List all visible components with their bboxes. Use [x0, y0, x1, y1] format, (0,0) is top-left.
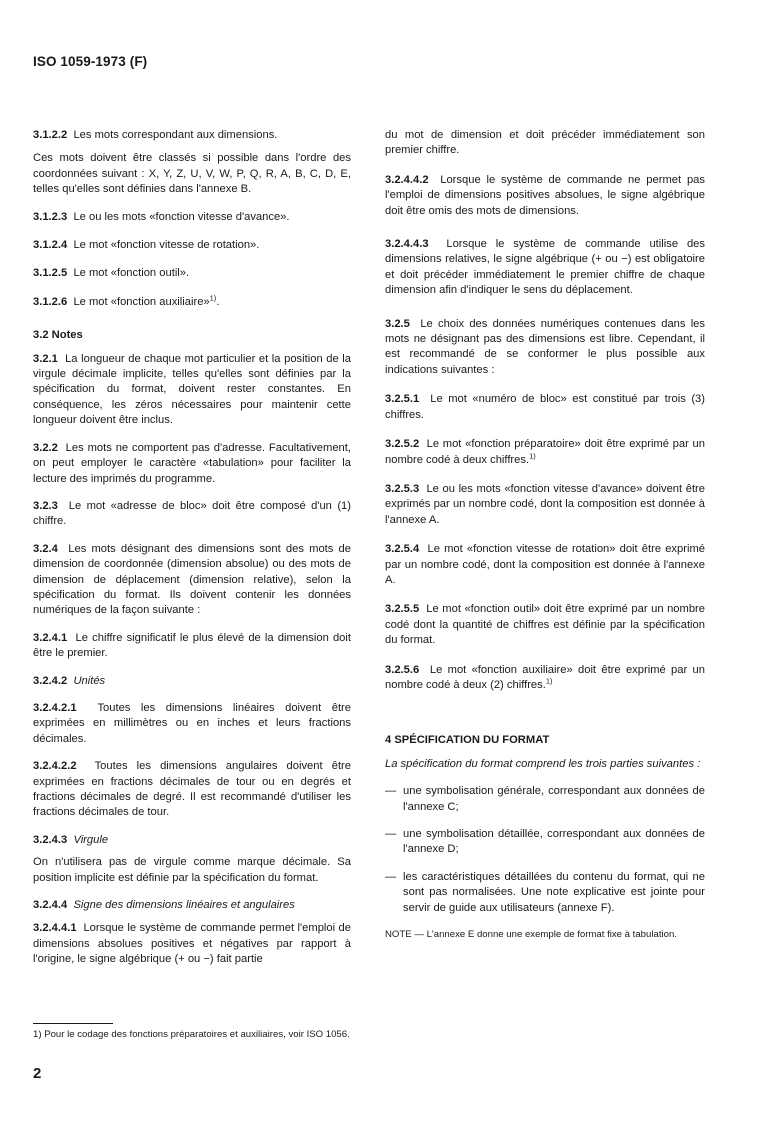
clause-title: Virgule	[73, 833, 109, 846]
clause-number: 3.2.4.1	[33, 631, 68, 644]
dash: —	[385, 785, 397, 798]
clause-text: Les mots ne comportent pas d'adresse. Facultativement, on peut employer le caractère «tabulation» pour faciliter la lecture des imprimés du programme.	[33, 441, 351, 485]
clause-text: Le mot «fonction outil».	[73, 267, 190, 280]
dash: —	[385, 828, 397, 840]
clause-number: 3.2.4.3	[33, 833, 68, 846]
list-item	[385, 870, 705, 916]
clause-3-2-5-6	[385, 663, 705, 694]
clause-text: Le ou les mots «fonction vitesse d'avance».	[73, 210, 290, 223]
clause-3-1-2-3	[33, 210, 351, 225]
clause-3-2-4-4-1	[33, 921, 351, 967]
clause-3-1-2-2	[33, 128, 351, 143]
clause-3-2-1	[33, 352, 351, 429]
paragraph-intro: La spécification du format comprend les trois parties suivantes :	[385, 757, 701, 770]
clause-text: Les mots correspondant aux dimensions.	[73, 129, 278, 141]
paragraph: Ces mots doivent être classés si possible dans l'ordre des coordonnées suivant : X, Y, Z, U, V, W, P, Q, R, A, B, C, D, E, telles qu'elles sont définies dans l'annexe B.	[33, 152, 351, 196]
clause-3-2-5-1	[385, 392, 705, 423]
clause-text: Le mot «fonction préparatoire» doit être exprimé par un nombre codé à deux chiffres.	[385, 438, 705, 466]
clause-3-2-2	[33, 441, 351, 487]
clause-number: 3.2.2	[33, 441, 58, 454]
clause-number: 3.2.4.4.3	[385, 238, 429, 251]
clause-3-2-4-2-1	[33, 701, 351, 747]
clause-3-2-3	[33, 499, 351, 530]
list-item-text: une symbolisation détaillée, correspondant aux données de l'annexe D;	[403, 828, 705, 856]
clause-number: 3.1.2.3	[33, 210, 68, 223]
section-heading-notes: 3.2 Notes	[33, 329, 83, 342]
left-column	[33, 128, 351, 968]
list-item	[385, 827, 705, 858]
clause-3-2-4-4	[33, 898, 351, 913]
clause-3-2-4-2-2	[33, 759, 351, 821]
clause-text: Toutes les dimensions linéaires doivent être exprimées en millimètres ou en inches et leurs fractions décimales.	[33, 701, 351, 745]
clause-text: Lorsque le système de commande ne permet pas l'emploi de dimensions positives absolues, le signe algébrique doit être omis des mots de dimensions.	[385, 173, 705, 217]
clause-number: 3.2.4.4.1	[33, 922, 77, 935]
clause-3-2-5-3	[385, 482, 705, 528]
clause-text: Lorsque le système de commande permet l'emploi de dimensions absolues positives et négatives par rapport à l'origine, le signe algébrique (+ ou −) fait partie	[33, 922, 351, 966]
footnote-ref: 1)	[209, 293, 217, 303]
clause-text: Le mot «numéro de bloc» est constitué par trois (3) chiffres.	[385, 393, 705, 421]
clause-number: 3.1.2.2	[33, 129, 68, 141]
dash: —	[385, 870, 397, 883]
list-item-text: les caractéristiques détaillées du contenu du format, qui ne sont pas normalisées. Une note explicative est jointe pour servir de guide aux utilisateurs (annexe F).	[403, 870, 705, 914]
clause-3-1-2-6	[33, 295, 351, 310]
clause-number: 3.2.4.2.1	[33, 701, 77, 714]
clause-number: 3.2.4	[33, 542, 58, 555]
clause-number: 3.2.3	[33, 499, 58, 512]
clause-3-2-4-1	[33, 631, 351, 662]
clause-text: La longueur de chaque mot particulier et la position de la virgule décimale implicite, telles qu'elles sont définies par la spécification du format, doivent rester constantes. En conséquence, les zéros nécessaires pour maintenir cette longueur doivent être inclus.	[33, 352, 351, 427]
right-column	[385, 128, 705, 942]
clause-text: Le mot «fonction vitesse de rotation».	[73, 239, 260, 252]
clause-number: 3.2.5.1	[385, 393, 420, 406]
clause-text: Le mot «fonction vitesse de rotation» doit être exprimé par un nombre codé, dont la composition est donnée à l'annexe A.	[385, 543, 705, 586]
clause-3-1-2-4	[33, 238, 351, 253]
paragraph: On n'utilisera pas de virgule comme marque décimale. Sa position implicite est définie par la spécification du format.	[33, 856, 351, 884]
footnote-ref: 1)	[545, 676, 553, 686]
clause-number: 3.2.4.2	[33, 674, 68, 687]
clause-text: Le mot «adresse de bloc» doit être composé d'un (1) chiffre.	[33, 499, 351, 528]
clause-3-2-5-2	[385, 437, 705, 468]
clause-title: Unités	[73, 674, 106, 687]
list-item-text: une symbolisation générale, correspondant aux données de l'annexe C;	[403, 785, 705, 813]
footnote-ref: 1)	[529, 450, 536, 460]
clause-text: Le choix des données numériques contenues dans les mots ne désignant pas des dimensions est libre. Cependant, il est recommandé de se conformer le plus possible aux indications suivantes :	[385, 317, 705, 376]
clause-3-2-5	[385, 317, 705, 379]
standard-header: ISO 1059-1973 (F)	[33, 54, 148, 69]
clause-text: Le mot «fonction auxiliaire» doit être exprimé par un nombre codé à deux (2) chiffres.	[385, 663, 705, 691]
note: NOTE — L'annexe E donne une exemple de format fixe à tabulation.	[385, 929, 677, 941]
paragraph-continued: du mot de dimension et doit précéder immédiatement son premier chiffre.	[385, 129, 705, 157]
clause-number: 3.2.4.4	[33, 899, 68, 912]
clause-number: 3.1.2.5	[33, 267, 68, 280]
list-item	[385, 784, 705, 815]
clause-number: 3.1.2.4	[33, 239, 68, 252]
clause-3-1-2-5	[33, 266, 351, 281]
clause-text: Le chiffre significatif le plus élevé de la dimension doit être le premier.	[33, 631, 351, 660]
section-heading-format: 4 SPÉCIFICATION DU FORMAT	[385, 734, 550, 747]
clause-text: Lorsque le système de commande utilise des dimensions relatives, le signe algébrique (+ ou −) est obligatoire et doit précéder immédiatement le premier chiffre de chaque dimension afin d'indiquer le sens du déplacement.	[385, 238, 705, 297]
clause-text: Toutes les dimensions angulaires doivent être exprimées en fractions décimales de tour ou en degrés et fractions décimales de degré. Il est recommandé d'utiliser les fractions décimales de tour.	[33, 760, 352, 819]
clause-text: Le mot «fonction outil» doit être exprimé par un nombre codé dont la quantité de chiffres est définie par la spécification du format.	[385, 603, 706, 647]
clause-title: Signe des dimensions linéaires et angulaires	[73, 899, 295, 912]
clause-3-2-4-4-2	[385, 173, 705, 219]
footnote-rule	[33, 1023, 113, 1024]
clause-number: 3.2.4.4.2	[385, 173, 429, 186]
clause-number: 3.2.4.2.2	[33, 760, 77, 773]
clause-number: 3.2.5.6	[385, 663, 420, 676]
page-number: 2	[33, 1065, 42, 1082]
clause-number: 3.2.5.5	[385, 603, 420, 616]
clause-3-2-5-5	[385, 602, 705, 648]
clause-text: Les mots désignant des dimensions sont des mots de dimension de coordonnée (dimension absolue) ou des mots de dimension de déplacement (dimension relative), selon la spécification du format. Ils doivent contenir les données numériques de la façon suivante :	[33, 542, 352, 617]
clause-3-2-5-4	[385, 542, 705, 588]
clause-3-2-4-4-3	[385, 237, 705, 299]
clause-text: Le mot «fonction auxiliaire»	[73, 295, 210, 308]
clause-number: 3.2.1	[33, 352, 58, 365]
clause-3-2-4	[33, 542, 351, 619]
clause-number: 3.1.2.6	[33, 295, 68, 308]
clause-end: .	[216, 295, 220, 308]
clause-number: 3.2.5.2	[385, 438, 420, 451]
clause-number: 3.2.5.3	[385, 482, 420, 495]
clause-3-2-4-2	[33, 674, 351, 689]
clause-number: 3.2.5	[385, 317, 410, 330]
clause-number: 3.2.5.4	[385, 543, 420, 556]
clause-3-2-4-3	[33, 833, 351, 848]
clause-text: Le ou les mots «fonction vitesse d'avance» doivent être exprimés par un nombre codé, dont la composition est donnée à l'annexe A.	[385, 482, 706, 526]
footnote: 1) Pour le codage des fonctions préparatoires et auxiliaires, voir ISO 1056.	[33, 1029, 350, 1040]
